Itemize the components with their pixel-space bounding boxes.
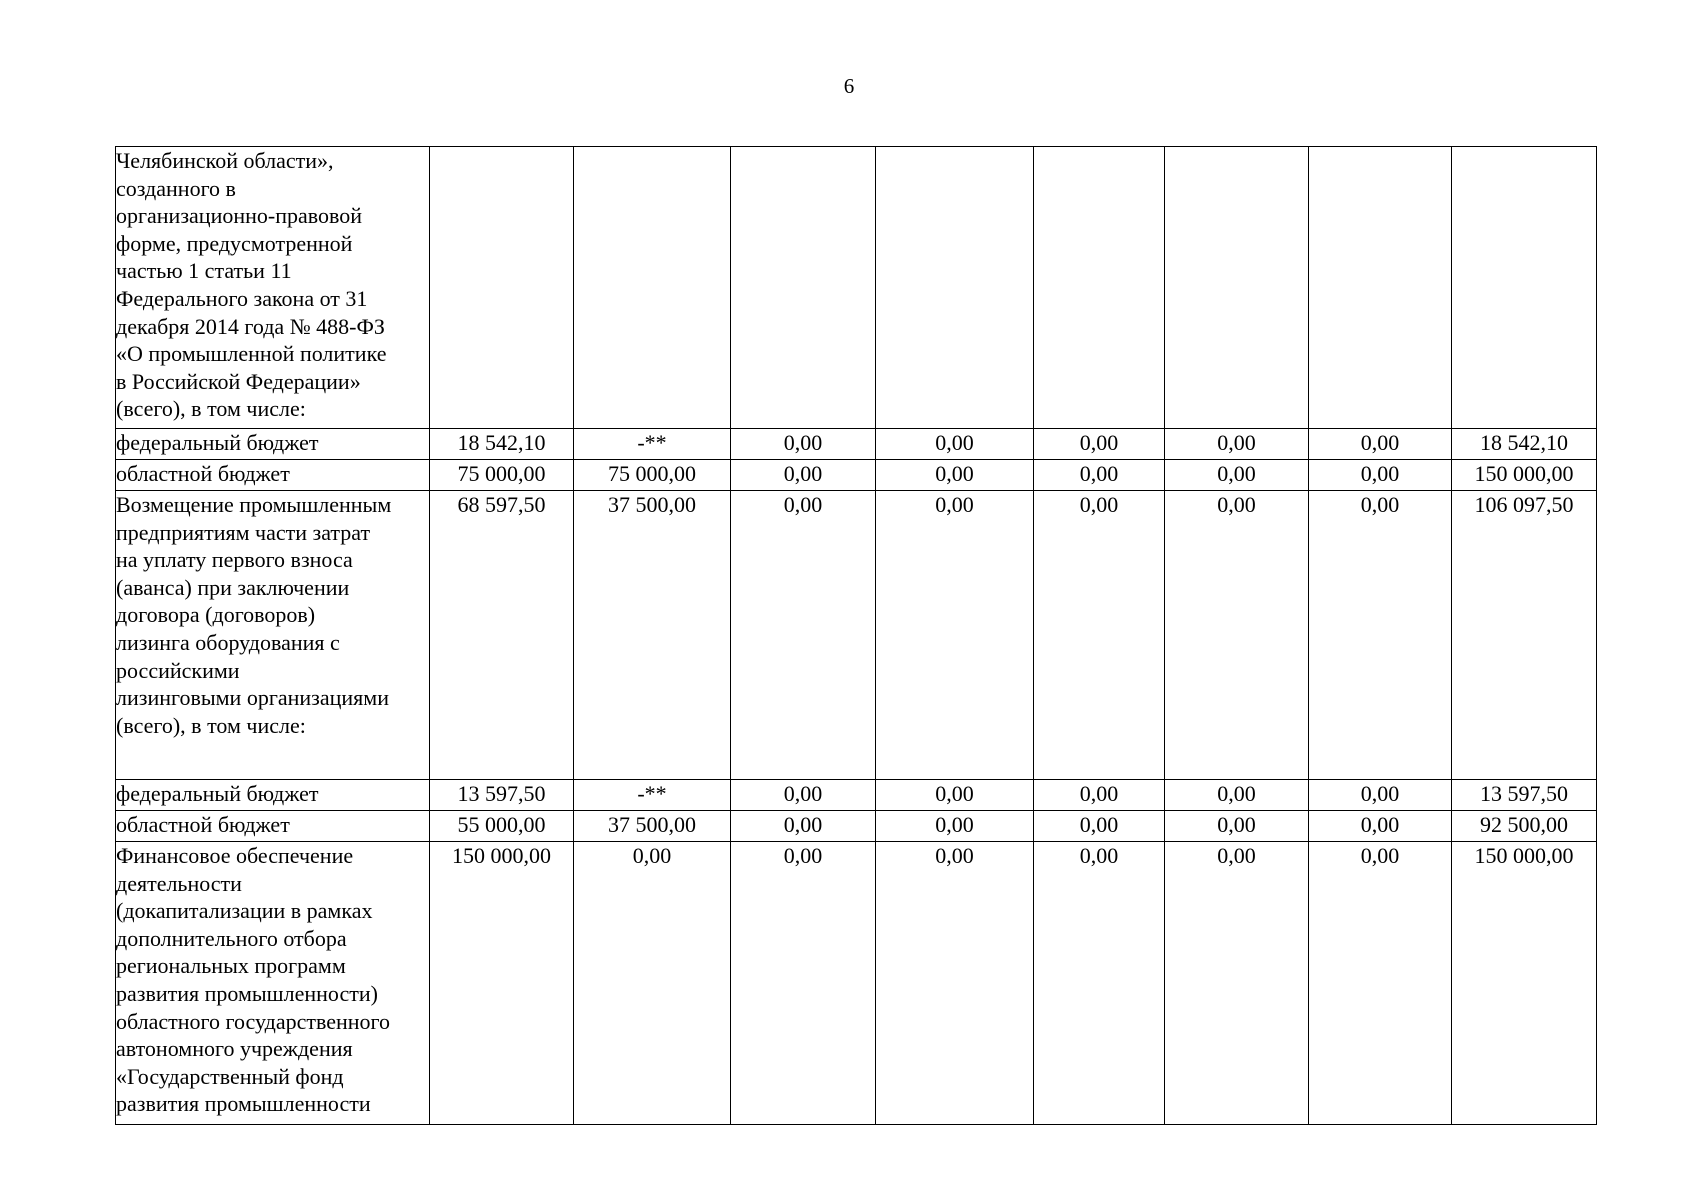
value-cell: 0,00 <box>731 780 876 811</box>
total-cell: 18 542,10 <box>1452 429 1597 460</box>
value-cell: 150 000,00 <box>430 842 574 1125</box>
value-cell: 0,00 <box>1034 842 1165 1125</box>
table-row <box>116 491 1597 780</box>
value-cell: 55 000,00 <box>430 811 574 842</box>
value-cell <box>1034 147 1165 429</box>
table-row <box>116 429 1597 460</box>
value-cell: 68 597,50 <box>430 491 574 780</box>
value-cell: 37 500,00 <box>574 491 731 780</box>
value-cell: 0,00 <box>731 842 876 1125</box>
value-cell: 0,00 <box>1309 460 1452 491</box>
total-cell <box>1452 147 1597 429</box>
total-cell: 150 000,00 <box>1452 460 1597 491</box>
value-cell <box>574 147 731 429</box>
table-row <box>116 460 1597 491</box>
row-label: Челябинской области», созданного в организационно-правовой форме, предусмотренной частью 1 статьи 11 Федерального закона от 31 декабря 2014 года № 488-ФЗ «О промышленной политике в Российской Федерации» (всего), в том числе: <box>116 147 430 429</box>
row-label: федеральный бюджет <box>116 429 430 460</box>
value-cell: 0,00 <box>574 842 731 1125</box>
total-cell: 92 500,00 <box>1452 811 1597 842</box>
total-cell: 13 597,50 <box>1452 780 1597 811</box>
value-cell: 0,00 <box>731 491 876 780</box>
value-cell: 0,00 <box>1165 780 1309 811</box>
value-cell: 0,00 <box>731 811 876 842</box>
value-cell: 0,00 <box>1309 811 1452 842</box>
value-cell: 0,00 <box>1034 811 1165 842</box>
value-cell: -** <box>574 780 731 811</box>
value-cell: 0,00 <box>876 429 1034 460</box>
value-cell: 0,00 <box>731 429 876 460</box>
value-cell: 75 000,00 <box>430 460 574 491</box>
value-cell: 0,00 <box>876 811 1034 842</box>
value-cell: 0,00 <box>876 491 1034 780</box>
value-cell: 0,00 <box>1034 429 1165 460</box>
value-cell: 13 597,50 <box>430 780 574 811</box>
value-cell <box>876 147 1034 429</box>
row-label: Возмещение промышленным предприятиям части затрат на уплату первого взноса (аванса) при заключении договора (договоров) лизинга оборудования с российскими лизинговыми организациями (всего), в том числе: <box>116 491 430 780</box>
row-label: Финансовое обеспечение деятельности (докапитализации в рамках дополнительного отбора региональных программ развития промышленности) областного государственного автономного учреждения «Государственный фонд развития промышленности <box>116 842 430 1125</box>
row-label: областной бюджет <box>116 811 430 842</box>
value-cell: 0,00 <box>876 842 1034 1125</box>
value-cell: 0,00 <box>876 780 1034 811</box>
row-label: федеральный бюджет <box>116 780 430 811</box>
table-row <box>116 780 1597 811</box>
value-cell: 0,00 <box>1309 842 1452 1125</box>
page-number: 6 <box>843 74 855 98</box>
value-cell: 0,00 <box>1309 491 1452 780</box>
value-cell <box>1165 147 1309 429</box>
table-row <box>116 842 1597 1125</box>
value-cell: 0,00 <box>876 460 1034 491</box>
value-cell: 0,00 <box>1309 429 1452 460</box>
table-row <box>116 811 1597 842</box>
value-cell: 0,00 <box>1165 429 1309 460</box>
value-cell: 0,00 <box>1165 491 1309 780</box>
value-cell <box>430 147 574 429</box>
total-cell: 106 097,50 <box>1452 491 1597 780</box>
total-cell: 150 000,00 <box>1452 842 1597 1125</box>
value-cell: 0,00 <box>1165 811 1309 842</box>
table-body <box>116 147 1597 1125</box>
budget-table <box>115 146 1597 1125</box>
value-cell: 0,00 <box>1034 460 1165 491</box>
value-cell: 75 000,00 <box>574 460 731 491</box>
value-cell: 37 500,00 <box>574 811 731 842</box>
value-cell <box>1309 147 1452 429</box>
value-cell: 18 542,10 <box>430 429 574 460</box>
value-cell: 0,00 <box>1165 842 1309 1125</box>
row-label: областной бюджет <box>116 460 430 491</box>
table-row <box>116 147 1597 429</box>
value-cell: 0,00 <box>1165 460 1309 491</box>
value-cell <box>731 147 876 429</box>
value-cell: -** <box>574 429 731 460</box>
value-cell: 0,00 <box>731 460 876 491</box>
value-cell: 0,00 <box>1034 491 1165 780</box>
value-cell: 0,00 <box>1309 780 1452 811</box>
value-cell: 0,00 <box>1034 780 1165 811</box>
